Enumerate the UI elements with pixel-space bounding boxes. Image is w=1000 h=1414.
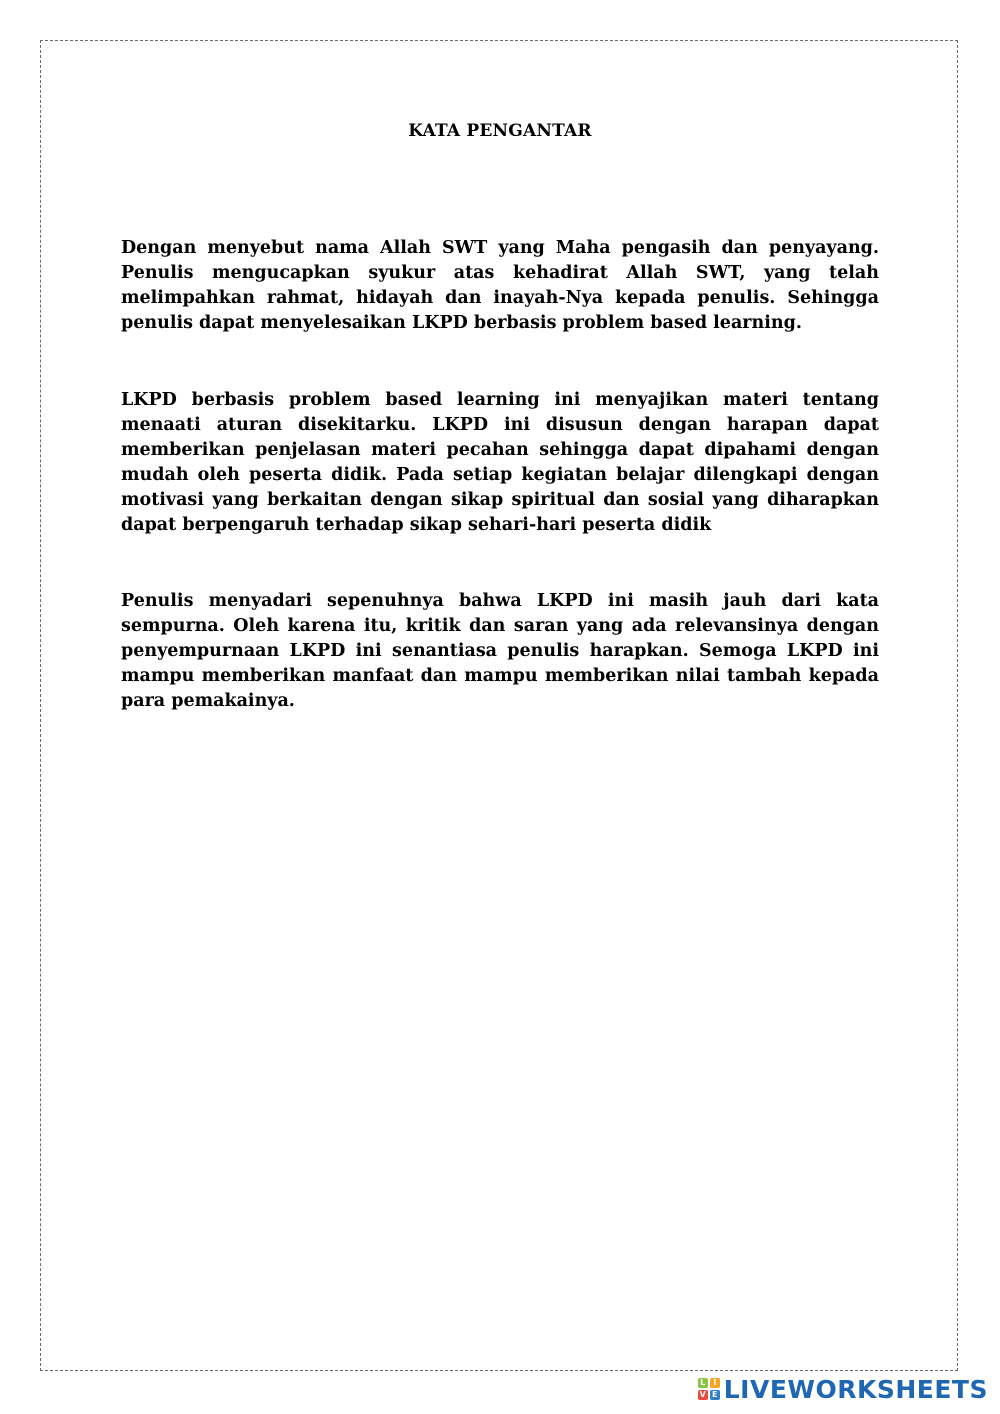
logo-text: LIVEWORKSHEETS [723,1374,988,1404]
logo-square-l: L [698,1378,708,1388]
liveworksheets-icon [698,1378,720,1400]
logo-square-i: I [710,1378,720,1388]
paragraph-1: Dengan menyebut nama Allah SWT yang Maha pengasih dan penyayang. Penulis mengucapkan syukur atas kehadirat Allah SWT, yang telah melimpahkan rahmat, hidayah dan inayah-Nya kepada penulis. Sehingga penulis dapat menyelesaikan LKPD berbasis problem based learning. [121,238,879,333]
liveworksheets-logo [698,1374,988,1404]
paragraph-2: LKPD berbasis problem based learning ini menyajikan materi tentang menaati aturan disekitarku. LKPD ini disusun dengan harapan dapat memberikan penjelasan materi pecahan sehingga dapat dipahami dengan mudah oleh peserta didik. Pada setiap kegiatan belajar dilengkapi dengan motivasi yang berkaitan dengan sikap spiritual dan sosial yang diharapkan dapat berpengaruh terhadap sikap sehari-hari peserta didik [121,390,879,535]
logo-square-v: V [699,1390,706,1399]
paragraph-3: Penulis menyadari sepenuhnya bahwa LKPD ini masih jauh dari kata sempurna. Oleh karena itu, kritik dan saran yang ada relevansinya dengan penyempurnaan LKPD ini senantiasa penulis harapkan. Semoga LKPD ini mampu memberikan manfaat dan mampu memberikan nilai tambah kepada para pemakainya. [121,591,879,711]
page-title: KATA PENGANTAR [408,121,592,141]
logo-square-e: E [710,1390,720,1400]
